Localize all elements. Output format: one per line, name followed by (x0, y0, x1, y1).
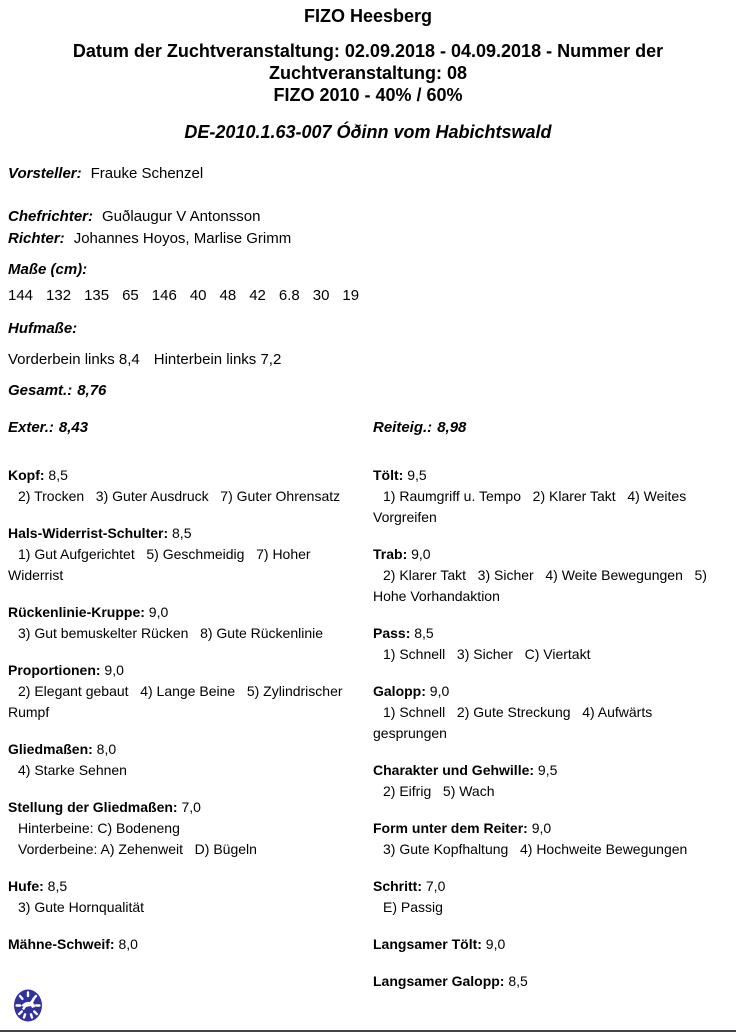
trait-block (8, 739, 366, 781)
meta-section (0, 164, 736, 400)
trait-heading (373, 623, 728, 644)
measurements-heading (8, 260, 728, 279)
trait-heading (8, 739, 366, 760)
page-title: FIZO Heesberg (303, 6, 433, 26)
riding-section-score: 8,98 (437, 419, 467, 436)
trait-score: 7,0 (177, 799, 201, 815)
list-value: Hinterbein links 7,2 (153, 351, 282, 368)
trait-score: 8,0 (114, 936, 138, 952)
trait-score: 9,0 (407, 546, 431, 562)
total-score-value: 8,76 (77, 382, 107, 399)
breed-association-emblem-icon (13, 988, 43, 1023)
trait-label: Langsamer Galopp: (373, 973, 505, 989)
trait-heading (8, 465, 366, 486)
trait-detail: 1) Schnell 2) Gute Streckung 4) Aufwärts gesprungen (373, 704, 657, 741)
trait-detail: 2) Eifrig 5) Wach (383, 783, 495, 799)
trait-block (8, 523, 366, 586)
trait-heading (8, 876, 366, 897)
trait-score: 9,0 (481, 936, 506, 952)
trait-block (373, 818, 728, 860)
trait-score: 8,5 (44, 467, 68, 483)
list-value: 146 (151, 287, 177, 304)
trait-block (373, 681, 728, 744)
list-value: 30 (312, 287, 330, 304)
hoof-measurements-row (8, 350, 728, 369)
riding-section-heading (373, 418, 728, 437)
trait-label: Hals-Widerrist-Schulter: (8, 525, 169, 541)
trait-block (373, 971, 728, 992)
measurements-row (8, 286, 728, 305)
trait-label: Galopp: (373, 683, 426, 699)
trait-heading (8, 523, 366, 544)
trait-score: 8,5 (43, 878, 68, 894)
hoof-measurements-label: Hufmaße: (8, 320, 78, 337)
trait-label: Proportionen: (8, 662, 101, 678)
trait-label: Charakter und Gehwille: (373, 762, 535, 778)
trait-detail: 2) Trocken 3) Guter Ausdruck 7) Guter Ohrensatz (18, 488, 341, 504)
exterior-section-heading (8, 418, 366, 437)
trait-detail: Hinterbeine: C) Bodeneng (18, 820, 180, 836)
trait-block (373, 623, 728, 665)
trait-score: 8,0 (92, 741, 117, 757)
trait-detail: 4) Starke Sehnen (18, 762, 127, 778)
chief-judge-label: Chefrichter: (8, 208, 94, 225)
trait-score: 7,0 (422, 878, 446, 894)
trait-label: Tölt: (373, 467, 404, 483)
exterior-column (8, 418, 366, 1008)
list-value: 135 (84, 287, 110, 304)
list-value: 65 (122, 287, 139, 304)
trait-detail: 2) Klarer Takt 3) Sicher 4) Weite Bewegungen 5) Hohe Vorhandaktion (373, 567, 711, 604)
trait-heading (373, 760, 728, 781)
scores-columns (0, 418, 736, 1008)
trait-score: 8,5 (504, 973, 528, 989)
trait-detail: 1) Raumgriff u. Tempo 2) Klarer Takt 4) Weites Vorgreifen (373, 488, 691, 525)
total-score-row (8, 381, 728, 400)
trait-heading (8, 934, 366, 955)
list-value: 42 (249, 287, 266, 304)
trait-block (8, 602, 366, 644)
chief-judge-value: Guðlaugur V Antonsson (102, 208, 261, 225)
chief-judge-row (8, 207, 728, 226)
trait-heading (8, 660, 366, 681)
trait-block (8, 797, 366, 860)
trait-score: 8,5 (168, 525, 192, 541)
list-value: 144 (8, 287, 34, 304)
trait-label: Hufe: (8, 878, 44, 894)
judges-label: Richter: (8, 230, 65, 247)
trait-heading (373, 818, 728, 839)
trait-label: Rückenlinie-Kruppe: (8, 604, 145, 620)
hoof-measurements-heading (8, 319, 728, 338)
riding-trait-list (373, 465, 728, 992)
total-score-label: Gesamt.: (8, 382, 73, 399)
trait-score: 9,5 (403, 467, 427, 483)
trait-score: 9,5 (534, 762, 558, 778)
trait-label: Trab: (373, 546, 408, 562)
trait-heading (373, 681, 728, 702)
trait-detail: 3) Gut bemuskelter Rücken 8) Gute Rückenlinie (18, 625, 324, 641)
trait-label: Schritt: (373, 878, 422, 894)
trait-label: Stellung der Gliedmaßen: (8, 799, 178, 815)
event-info-line2: Zuchtveranstaltung: 08 (268, 63, 468, 83)
trait-score: 9,0 (144, 604, 169, 620)
trait-heading (373, 544, 728, 565)
trait-detail: 1) Gut Aufgerichtet 5) Geschmeidig 7) Hoher Widerrist (8, 546, 315, 583)
report-header (0, 0, 736, 143)
list-value: Vorderbein links 8,4 (8, 351, 140, 368)
trait-label: Mähne-Schweif: (8, 936, 115, 952)
judges-value: Johannes Hoyos, Marlise Grimm (73, 230, 292, 247)
exterior-section-label: Exter.: (8, 419, 54, 436)
trait-label: Form unter dem Reiter: (373, 820, 528, 836)
trait-block (373, 934, 728, 955)
trait-label: Kopf: (8, 467, 45, 483)
trait-block (373, 465, 728, 528)
list-value: 48 (219, 287, 237, 304)
trait-block (8, 660, 366, 723)
event-info-line1: Datum der Zuchtveranstaltung: 02.09.2018 - 04.09.2018 - Nummer der (72, 41, 664, 61)
trait-score: 9,0 (425, 683, 450, 699)
list-value: 6.8 (278, 287, 300, 304)
trait-detail: 2) Elegant gebaut 4) Lange Beine 5) Zylindrischer Rumpf (8, 683, 347, 720)
trait-heading (373, 934, 728, 955)
trait-detail: Vorderbeine: A) Zehenweit D) Bügeln (18, 841, 257, 857)
trait-label: Pass: (373, 625, 411, 641)
trait-heading (8, 602, 366, 623)
trait-heading (373, 876, 728, 897)
trait-block (373, 760, 728, 802)
trait-detail: 1) Schnell 3) Sicher C) Viertakt (383, 646, 591, 662)
trait-detail: E) Passig (383, 899, 443, 915)
list-value: 19 (342, 287, 360, 304)
trait-detail: 3) Gute Kopfhaltung 4) Hochweite Bewegungen (383, 841, 688, 857)
trait-score: 9,0 (100, 662, 124, 678)
riding-column (373, 418, 728, 1008)
trait-block (8, 465, 366, 507)
trait-label: Langsamer Tölt: (373, 936, 482, 952)
presenter-value: Frauke Schenzel (90, 165, 204, 182)
trait-block (8, 876, 366, 918)
presenter-label: Vorsteller: (8, 165, 82, 182)
trait-heading (373, 971, 728, 992)
trait-block (8, 934, 366, 955)
exterior-trait-list (8, 465, 366, 955)
trait-score: 9,0 (527, 820, 552, 836)
trait-label: Gliedmaßen: (8, 741, 93, 757)
list-value: 132 (46, 287, 72, 304)
trait-heading (8, 797, 366, 818)
exterior-section-score: 8,43 (58, 419, 89, 436)
measurements-label: Maße (cm): (8, 261, 88, 278)
presenter-row (8, 164, 728, 183)
riding-section-label: Reiteig.: (373, 419, 433, 436)
horse-name: DE-2010.1.63-007 Óðinn vom Habichtswald (184, 122, 552, 142)
judges-row (8, 229, 728, 248)
trait-block (373, 544, 728, 607)
event-info (0, 40, 736, 106)
trait-block (373, 876, 728, 918)
trait-heading (373, 465, 728, 486)
trait-detail: 3) Gute Hornqualität (18, 899, 145, 915)
list-value: 40 (189, 287, 207, 304)
trait-score: 8,5 (410, 625, 434, 641)
event-info-line3: FIZO 2010 - 40% / 60% (273, 85, 463, 105)
